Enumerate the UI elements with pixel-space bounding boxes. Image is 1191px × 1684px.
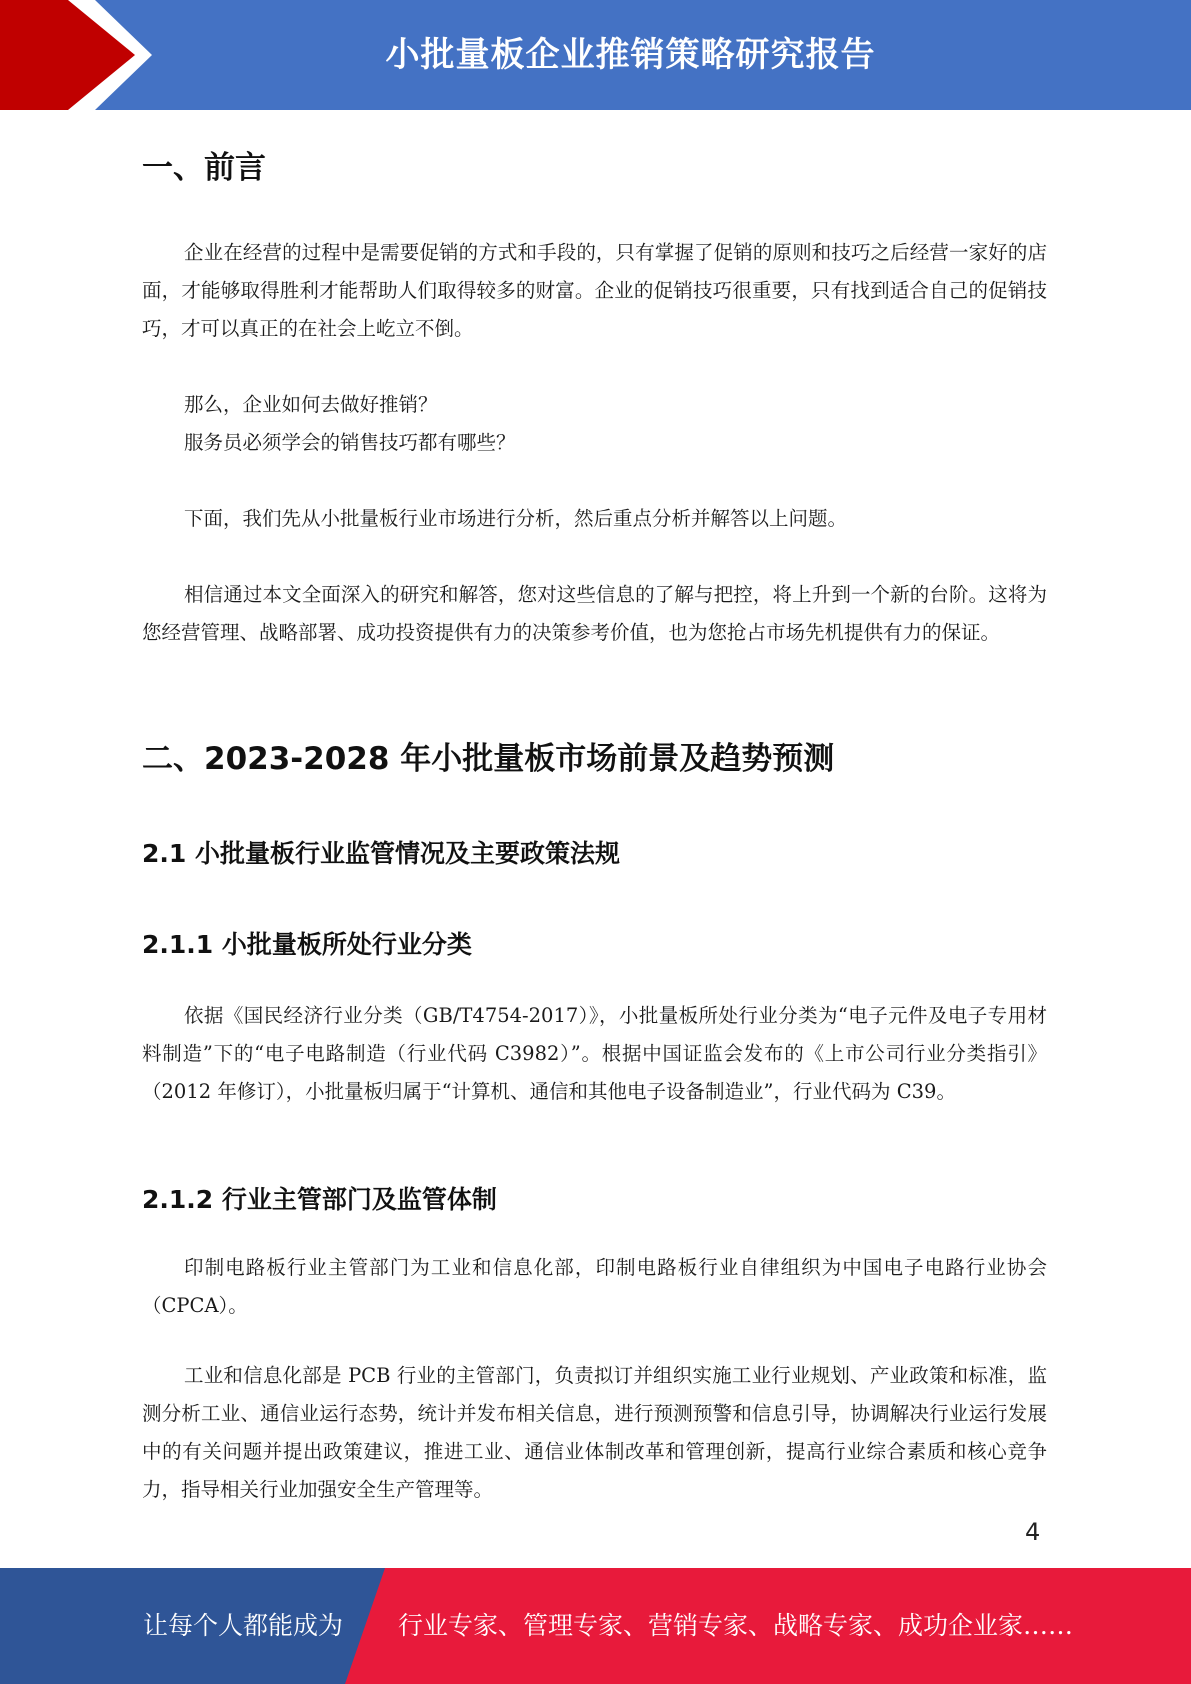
subsection-heading-2-1: 2.1 小批量板行业监管情况及主要政策法规: [142, 839, 620, 868]
page-footer: [0, 1568, 1191, 1684]
preface-paragraph-2: 下面，我们先从小批量板行业市场进行分析，然后重点分析并解答以上问题。: [184, 507, 848, 530]
subsection-heading-2-1-2: 2.1.2 行业主管部门及监管体制: [142, 1185, 497, 1214]
section-heading-forecast: 二、2023-2028 年小批量板市场前景及趋势预测: [142, 741, 835, 777]
header-title: 小批量板企业推销策略研究报告: [385, 35, 876, 75]
preface-paragraph-3: 相信通过本文全面深入的研究和解答，您对这些信息的了解与把控，将上升到一个新的台阶。这将为您经营管理、战略部署、成功投资提供有力的决策参考价值，也为您抢占市场先机提供有力的保证。: [142, 583, 1047, 644]
paragraph-2-1-2-a: 印制电路板行业主管部门为工业和信息化部，印制电路板行业自律组织为中国电子电路行业协会（CPCA）。: [142, 1256, 1047, 1317]
section-heading-preface: 一、前言: [142, 150, 266, 186]
page-header: [0, 0, 1191, 110]
subsection-heading-2-1-1: 2.1.1 小批量板所处行业分类: [142, 930, 472, 959]
preface-question-1: 那么，企业如何去做好推销？: [184, 393, 438, 416]
preface-question-2: 服务员必须学会的销售技巧都有哪些？: [184, 431, 516, 454]
paragraph-2-1-1: 依据《国民经济行业分类（GB/T4754-2017）》，小批量板所处行业分类为“电子元件及电子专用材料制造”下的“电子电路制造（行业代码 C3982）”。根据中国证监会发布的《上市公司行业分类指引》（2012 年修订），小批量板归属于“计算机、通信和其他电子设备制造业”，行业代码为 C39。: [142, 1004, 1047, 1103]
paragraph-2-1-2-b: 工业和信息化部是 PCB 行业的主管部门，负责拟订并组织实施工业行业规划、产业政策和标准，监测分析工业、通信业运行态势，统计并发布相关信息，进行预测预警和信息引导，协调解决行业运行发展中的有关问题并提出政策建议，推进工业、通信业体制改革和管理创新，提高行业综合素质和核心竞争力，指导相关行业加强安全生产管理等。: [142, 1364, 1047, 1501]
preface-paragraph-1: 企业在经营的过程中是需要促销的方式和手段的，只有掌握了促销的原则和技巧之后经营一家好的店面，才能够取得胜利才能帮助人们取得较多的财富。企业的促销技巧很重要，只有找到适合自己的促销技巧，才可以真正的在社会上屹立不倒。: [142, 241, 1047, 340]
page-number: 4: [1025, 1518, 1041, 1546]
footer-slogan-right: 行业专家、管理专家、营销专家、战略专家、成功企业家……: [398, 1611, 1074, 1640]
footer-slogan-left: 让每个人都能成为: [143, 1611, 344, 1640]
